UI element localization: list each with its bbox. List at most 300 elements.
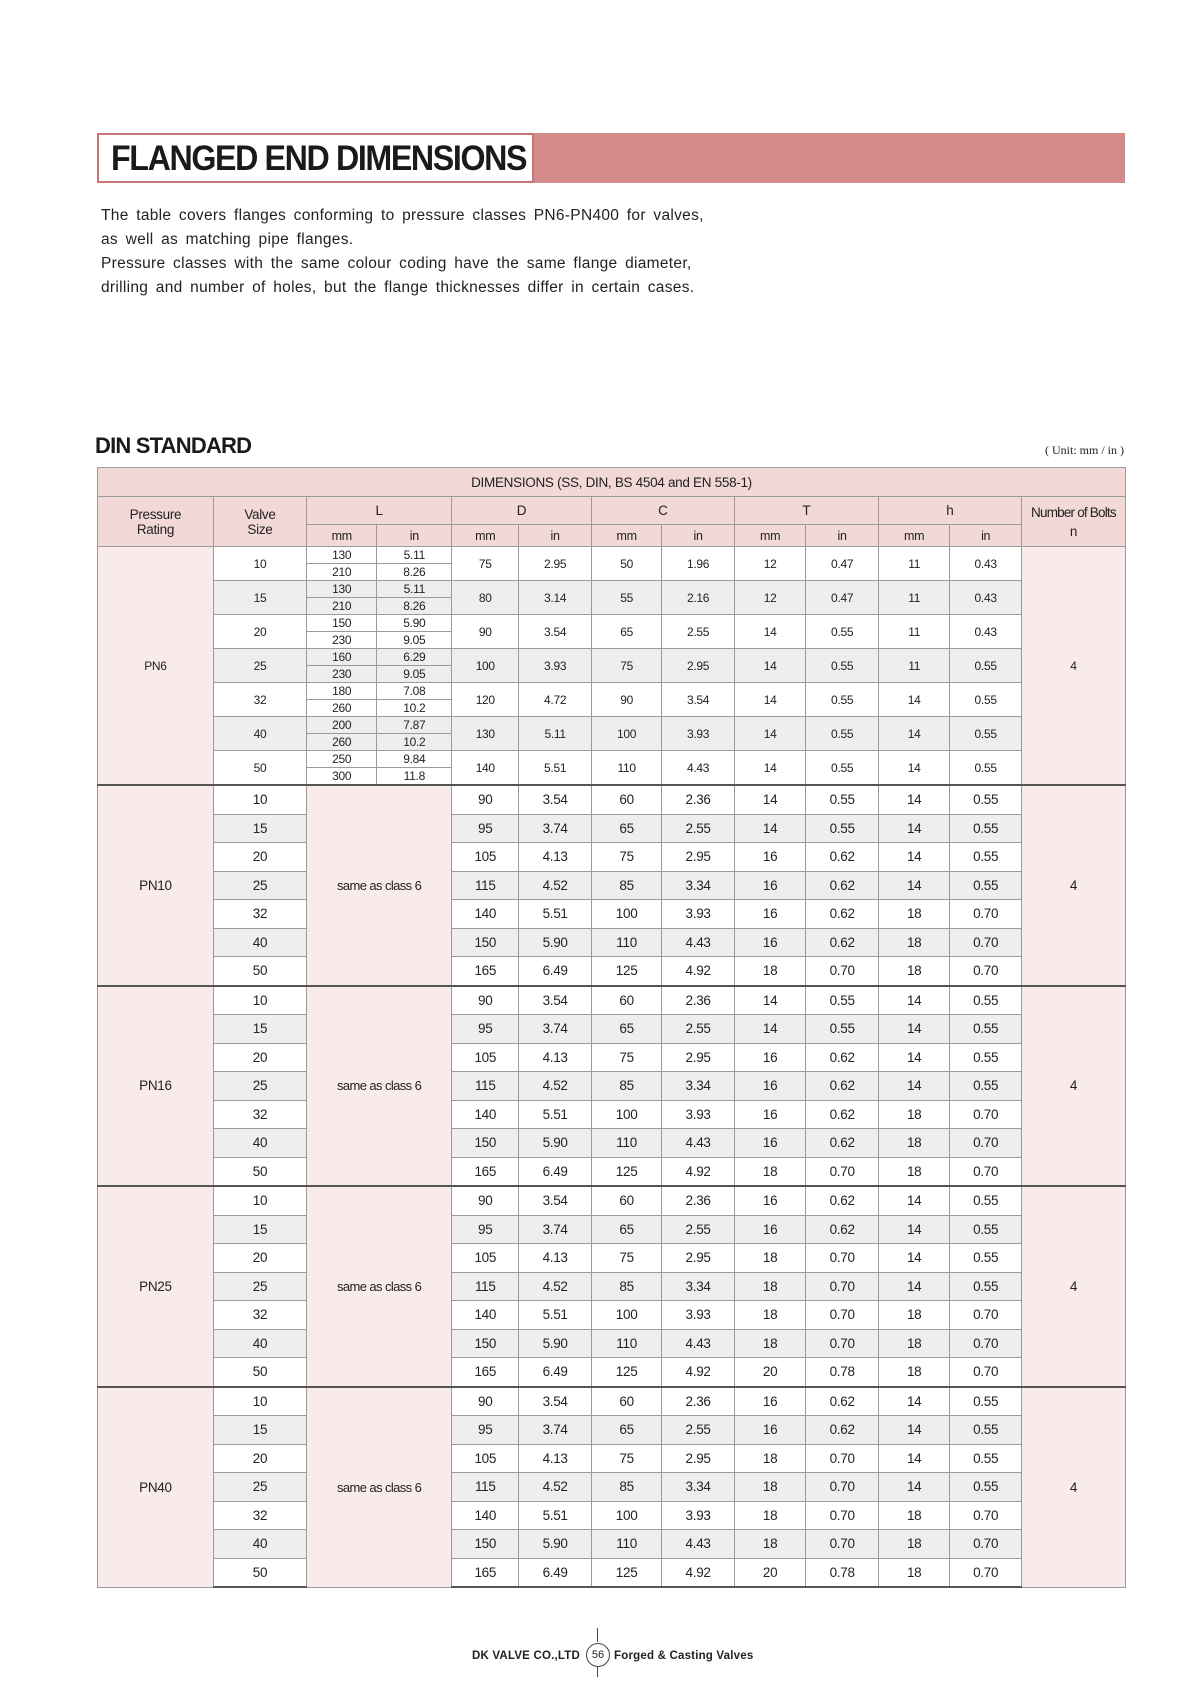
C-mm-cell: 75 [591,1043,661,1072]
C-mm-cell: 75 [591,843,661,872]
h-in-cell: 0.43 [950,581,1021,615]
h-in-cell: 0.55 [950,751,1021,786]
D-mm-cell: 165 [452,1558,519,1587]
section-title: DIN STANDARD [95,433,252,458]
valve-size-cell: 32 [213,1501,306,1530]
C-in-cell: 2.55 [662,1015,735,1044]
valve-size-cell: 20 [213,1444,306,1473]
T-mm-cell: 14 [734,785,805,814]
D-mm-cell: 150 [452,1329,519,1358]
T-mm-cell: 16 [734,1100,805,1129]
table-row [98,1473,1126,1502]
T-mm-cell: 16 [734,871,805,900]
table-top-header: DIMENSIONS (SS, DIN, BS 4504 and EN 558-1) [98,468,1126,497]
C-mm-cell: 60 [591,1186,661,1215]
unit-in: in [806,525,879,547]
valve-size-cell: 40 [213,1530,306,1559]
h-in-cell: 0.70 [950,928,1021,957]
T-in-cell: 0.70 [806,1157,879,1186]
C-in-cell: 1.96 [662,547,735,581]
C-in-cell: 2.36 [662,1186,735,1215]
T-mm-cell: 18 [734,1530,805,1559]
D-in-cell: 2.95 [519,547,592,581]
T-mm-cell: 16 [734,1215,805,1244]
table-row [98,1301,1126,1330]
valve-size-cell: 50 [213,751,306,786]
valve-size-cell: 20 [213,843,306,872]
table-row [98,871,1126,900]
pressure-rating-cell: PN10 [98,785,214,986]
L-mm-cell: 150 [307,615,377,632]
L-mm-cell: 300 [307,768,377,786]
h-in-cell: 0.70 [950,1157,1021,1186]
bolts-cell: 4 [1021,986,1125,1187]
D-mm-cell: 90 [452,615,519,649]
T-in-cell: 0.55 [806,751,879,786]
D-in-cell: 3.54 [519,785,592,814]
h-mm-cell: 18 [878,928,949,957]
h-in-cell: 0.70 [950,1358,1021,1387]
T-mm-cell: 12 [734,547,805,581]
valve-size-cell: 50 [213,1558,306,1587]
h-mm-cell: 14 [878,871,949,900]
C-in-cell: 3.93 [662,900,735,929]
T-in-cell: 0.55 [806,814,879,843]
table-row [98,581,1126,598]
L-mm-cell: 130 [307,547,377,564]
table-row [98,683,1126,700]
T-in-cell: 0.62 [806,1387,879,1416]
L-mm-cell: 160 [307,649,377,666]
T-in-cell: 0.78 [806,1558,879,1587]
table-row [98,1244,1126,1273]
table-row [98,986,1126,1015]
L-in-cell: 9.05 [377,632,452,649]
C-mm-cell: 110 [591,1530,661,1559]
C-in-cell: 3.93 [662,1301,735,1330]
bolts-sub-label: n [1069,523,1078,539]
D-in-cell: 5.51 [519,1100,592,1129]
footer-divider [597,1667,598,1677]
D-mm-cell: 90 [452,986,519,1015]
h-mm-cell: 18 [878,1530,949,1559]
h-mm-cell: 14 [878,1473,949,1502]
same-as-class-6-cell: same as class 6 [307,785,452,986]
h-mm-cell: 14 [878,1272,949,1301]
T-in-cell: 0.70 [806,1301,879,1330]
pressure-rating-label: Pressure Rating [129,506,182,537]
D-mm-cell: 105 [452,1244,519,1273]
intro-line: Pressure classes with the same colour coding have the same flange diameter, [101,255,692,272]
D-mm-cell: 140 [452,1301,519,1330]
C-mm-cell: 65 [591,1015,661,1044]
same-as-class-6-cell: same as class 6 [307,986,452,1187]
T-mm-cell: 14 [734,1015,805,1044]
valve-size-cell: 50 [213,1358,306,1387]
C-in-cell: 3.54 [662,683,735,717]
C-mm-cell: 100 [591,1301,661,1330]
L-mm-cell: 230 [307,632,377,649]
T-in-cell: 0.70 [806,957,879,986]
D-in-cell: 5.51 [519,751,592,786]
T-mm-cell: 18 [734,1301,805,1330]
h-mm-cell: 14 [878,1387,949,1416]
valve-size-header [213,497,306,547]
h-mm-cell: 11 [878,547,949,581]
valve-size-cell: 15 [213,1416,306,1445]
D-mm-cell: 165 [452,1157,519,1186]
table-row [98,1072,1126,1101]
h-in-cell: 0.70 [950,1530,1021,1559]
unit-in: in [662,525,735,547]
h-in-cell: 0.70 [950,1558,1021,1587]
T-mm-cell: 16 [734,1387,805,1416]
h-in-cell: 0.55 [950,1186,1021,1215]
bolts-cell: 4 [1021,1186,1125,1387]
valve-size-cell: 15 [213,581,306,615]
T-in-cell: 0.62 [806,1100,879,1129]
L-mm-cell: 230 [307,666,377,683]
h-in-cell: 0.55 [950,717,1021,751]
D-in-cell: 3.54 [519,986,592,1015]
T-mm-cell: 12 [734,581,805,615]
C-in-cell: 4.92 [662,957,735,986]
T-in-cell: 0.55 [806,986,879,1015]
L-in-cell: 6.29 [377,649,452,666]
C-mm-cell: 125 [591,1358,661,1387]
h-in-cell: 0.55 [950,986,1021,1015]
C-in-cell: 2.55 [662,814,735,843]
C-mm-cell: 100 [591,1501,661,1530]
table-row [98,751,1126,768]
L-in-cell: 11.8 [377,768,452,786]
D-in-cell: 3.54 [519,615,592,649]
C-in-cell: 2.36 [662,1387,735,1416]
D-in-cell: 4.13 [519,1043,592,1072]
h-mm-cell: 14 [878,1043,949,1072]
valve-size-cell: 25 [213,871,306,900]
h-mm-cell: 18 [878,1358,949,1387]
footer-tagline: Forged & Casting Valves [614,1650,754,1662]
C-in-cell: 3.93 [662,1501,735,1530]
D-mm-cell: 100 [452,649,519,683]
valve-size-cell: 10 [213,785,306,814]
L-in-cell: 7.08 [377,683,452,700]
T-in-cell: 0.70 [806,1530,879,1559]
h-mm-cell: 14 [878,843,949,872]
T-mm-cell: 16 [734,1043,805,1072]
h-in-cell: 0.55 [950,814,1021,843]
valve-size-cell: 32 [213,683,306,717]
T-in-cell: 0.55 [806,785,879,814]
D-in-cell: 4.52 [519,1272,592,1301]
valve-size-cell: 40 [213,928,306,957]
h-mm-cell: 18 [878,1558,949,1587]
valve-size-cell: 40 [213,1329,306,1358]
valve-size-cell: 15 [213,1015,306,1044]
T-in-cell: 0.70 [806,1272,879,1301]
C-mm-cell: 65 [591,814,661,843]
table-row [98,1215,1126,1244]
col-T-header: T [734,497,878,525]
L-in-cell: 5.11 [377,547,452,564]
D-mm-cell: 90 [452,1186,519,1215]
h-mm-cell: 14 [878,1215,949,1244]
C-in-cell: 2.95 [662,649,735,683]
h-mm-cell: 14 [878,785,949,814]
C-mm-cell: 60 [591,785,661,814]
C-mm-cell: 110 [591,1129,661,1158]
L-in-cell: 10.2 [377,700,452,717]
C-in-cell: 2.95 [662,1444,735,1473]
C-in-cell: 4.92 [662,1358,735,1387]
table-row [98,717,1126,734]
D-mm-cell: 105 [452,1043,519,1072]
valve-size-cell: 25 [213,649,306,683]
D-mm-cell: 165 [452,1358,519,1387]
valve-size-cell: 32 [213,1301,306,1330]
T-mm-cell: 14 [734,814,805,843]
D-in-cell: 6.49 [519,1558,592,1587]
h-in-cell: 0.70 [950,900,1021,929]
table-row [98,785,1126,814]
C-mm-cell: 75 [591,1244,661,1273]
bolts-header [1021,497,1125,547]
bolts-label: Number of Bolts [1031,504,1116,520]
h-in-cell: 0.55 [950,1272,1021,1301]
page-title: FLANGED END DIMENSIONS [111,139,527,178]
valve-size-cell: 40 [213,1129,306,1158]
h-mm-cell: 14 [878,1244,949,1273]
table-row [98,1186,1126,1215]
h-in-cell: 0.43 [950,547,1021,581]
D-in-cell: 3.74 [519,814,592,843]
h-mm-cell: 14 [878,683,949,717]
C-in-cell: 2.55 [662,615,735,649]
h-in-cell: 0.43 [950,615,1021,649]
T-mm-cell: 18 [734,1157,805,1186]
C-mm-cell: 60 [591,986,661,1015]
unit-mm: mm [307,525,377,547]
col-h-header: h [878,497,1021,525]
pressure-rating-cell: PN25 [98,1186,214,1387]
D-in-cell: 4.13 [519,1444,592,1473]
pressure-rating-header [98,497,214,547]
intro-line: as well as matching pipe flanges. [101,231,354,248]
L-in-cell: 10.2 [377,734,452,751]
unit-mm: mm [878,525,949,547]
D-in-cell: 5.51 [519,1501,592,1530]
D-in-cell: 5.51 [519,900,592,929]
h-in-cell: 0.70 [950,1501,1021,1530]
D-in-cell: 5.11 [519,717,592,751]
table-row [98,1157,1126,1186]
D-in-cell: 3.14 [519,581,592,615]
D-in-cell: 6.49 [519,1358,592,1387]
valve-size-cell: 32 [213,1100,306,1129]
L-in-cell: 9.05 [377,666,452,683]
table-row [98,843,1126,872]
T-in-cell: 0.55 [806,1015,879,1044]
L-mm-cell: 210 [307,564,377,581]
D-mm-cell: 150 [452,1129,519,1158]
title-box [97,133,534,183]
T-in-cell: 0.55 [806,717,879,751]
T-mm-cell: 16 [734,1186,805,1215]
valve-size-cell: 25 [213,1272,306,1301]
table-row [98,1558,1126,1587]
h-in-cell: 0.70 [950,1100,1021,1129]
D-mm-cell: 90 [452,785,519,814]
h-mm-cell: 11 [878,581,949,615]
D-mm-cell: 130 [452,717,519,751]
table-row [98,957,1126,986]
h-mm-cell: 14 [878,1015,949,1044]
unit-note: ( Unit: mm / in ) [1045,443,1124,457]
table-row [98,1501,1126,1530]
L-mm-cell: 250 [307,751,377,768]
C-mm-cell: 110 [591,1329,661,1358]
T-in-cell: 0.70 [806,1473,879,1502]
D-in-cell: 4.52 [519,1072,592,1101]
C-mm-cell: 100 [591,900,661,929]
h-in-cell: 0.55 [950,683,1021,717]
C-in-cell: 2.36 [662,986,735,1015]
T-in-cell: 0.70 [806,1244,879,1273]
table-row [98,1358,1126,1387]
D-mm-cell: 150 [452,1530,519,1559]
table-row [98,615,1126,632]
C-in-cell: 4.43 [662,751,735,786]
footer-divider [597,1628,598,1642]
D-in-cell: 3.74 [519,1015,592,1044]
T-in-cell: 0.55 [806,683,879,717]
h-mm-cell: 14 [878,1186,949,1215]
bolts-cell: 4 [1021,547,1125,786]
T-mm-cell: 18 [734,1244,805,1273]
h-in-cell: 0.55 [950,649,1021,683]
D-mm-cell: 140 [452,751,519,786]
D-mm-cell: 105 [452,843,519,872]
T-mm-cell: 14 [734,615,805,649]
h-in-cell: 0.55 [950,1416,1021,1445]
C-mm-cell: 75 [591,1444,661,1473]
T-mm-cell: 16 [734,1416,805,1445]
valve-size-cell: 10 [213,547,306,581]
C-mm-cell: 100 [591,1100,661,1129]
C-in-cell: 4.43 [662,1329,735,1358]
T-in-cell: 0.62 [806,1416,879,1445]
D-in-cell: 4.13 [519,1244,592,1273]
T-in-cell: 0.70 [806,1501,879,1530]
D-in-cell: 5.90 [519,1329,592,1358]
valve-size-cell: 50 [213,1157,306,1186]
T-mm-cell: 16 [734,843,805,872]
h-mm-cell: 11 [878,615,949,649]
C-in-cell: 2.55 [662,1215,735,1244]
T-in-cell: 0.62 [806,928,879,957]
page-number: 56 [586,1643,610,1667]
T-mm-cell: 16 [734,1072,805,1101]
C-mm-cell: 65 [591,1215,661,1244]
C-in-cell: 3.34 [662,1272,735,1301]
D-in-cell: 5.51 [519,1301,592,1330]
footer-company: DK VALVE CO.,LTD [472,1650,580,1662]
table-row [98,814,1126,843]
C-mm-cell: 75 [591,649,661,683]
C-in-cell: 3.34 [662,1072,735,1101]
unit-mm: mm [734,525,805,547]
valve-size-cell: 20 [213,1043,306,1072]
C-in-cell: 4.43 [662,928,735,957]
T-in-cell: 0.62 [806,871,879,900]
h-in-cell: 0.55 [950,1387,1021,1416]
T-mm-cell: 18 [734,957,805,986]
L-in-cell: 8.26 [377,598,452,615]
table-row [98,1043,1126,1072]
T-in-cell: 0.47 [806,547,879,581]
table-row [98,649,1126,666]
h-in-cell: 0.55 [950,785,1021,814]
table-row [98,1444,1126,1473]
C-in-cell: 3.93 [662,717,735,751]
L-mm-cell: 210 [307,598,377,615]
D-in-cell: 4.13 [519,843,592,872]
h-in-cell: 0.55 [950,1444,1021,1473]
C-mm-cell: 55 [591,581,661,615]
table-row [98,1387,1126,1416]
title-banner [97,133,1125,183]
same-as-class-6-cell: same as class 6 [307,1387,452,1588]
T-in-cell: 0.70 [806,1329,879,1358]
L-in-cell: 7.87 [377,717,452,734]
col-C-header: C [591,497,734,525]
T-in-cell: 0.62 [806,1129,879,1158]
C-mm-cell: 85 [591,1072,661,1101]
L-in-cell: 5.90 [377,615,452,632]
unit-mm: mm [591,525,661,547]
D-mm-cell: 115 [452,1072,519,1101]
D-mm-cell: 95 [452,814,519,843]
T-mm-cell: 20 [734,1358,805,1387]
pressure-rating-cell: PN6 [98,547,214,786]
h-mm-cell: 18 [878,1301,949,1330]
table-row [98,1015,1126,1044]
T-mm-cell: 18 [734,1501,805,1530]
D-in-cell: 3.54 [519,1186,592,1215]
D-in-cell: 6.49 [519,1157,592,1186]
valve-size-cell: 25 [213,1072,306,1101]
C-in-cell: 4.43 [662,1530,735,1559]
C-in-cell: 4.92 [662,1157,735,1186]
D-mm-cell: 80 [452,581,519,615]
D-mm-cell: 150 [452,928,519,957]
h-mm-cell: 18 [878,957,949,986]
valve-size-cell: 20 [213,615,306,649]
table-row [98,547,1126,564]
col-D-header: D [452,497,592,525]
L-in-cell: 9.84 [377,751,452,768]
D-mm-cell: 115 [452,1272,519,1301]
L-in-cell: 5.11 [377,581,452,598]
h-in-cell: 0.55 [950,1473,1021,1502]
D-in-cell: 6.49 [519,957,592,986]
h-mm-cell: 14 [878,1416,949,1445]
bolts-cell: 4 [1021,1387,1125,1588]
D-in-cell: 3.74 [519,1416,592,1445]
table-row [98,1129,1126,1158]
C-mm-cell: 85 [591,1272,661,1301]
